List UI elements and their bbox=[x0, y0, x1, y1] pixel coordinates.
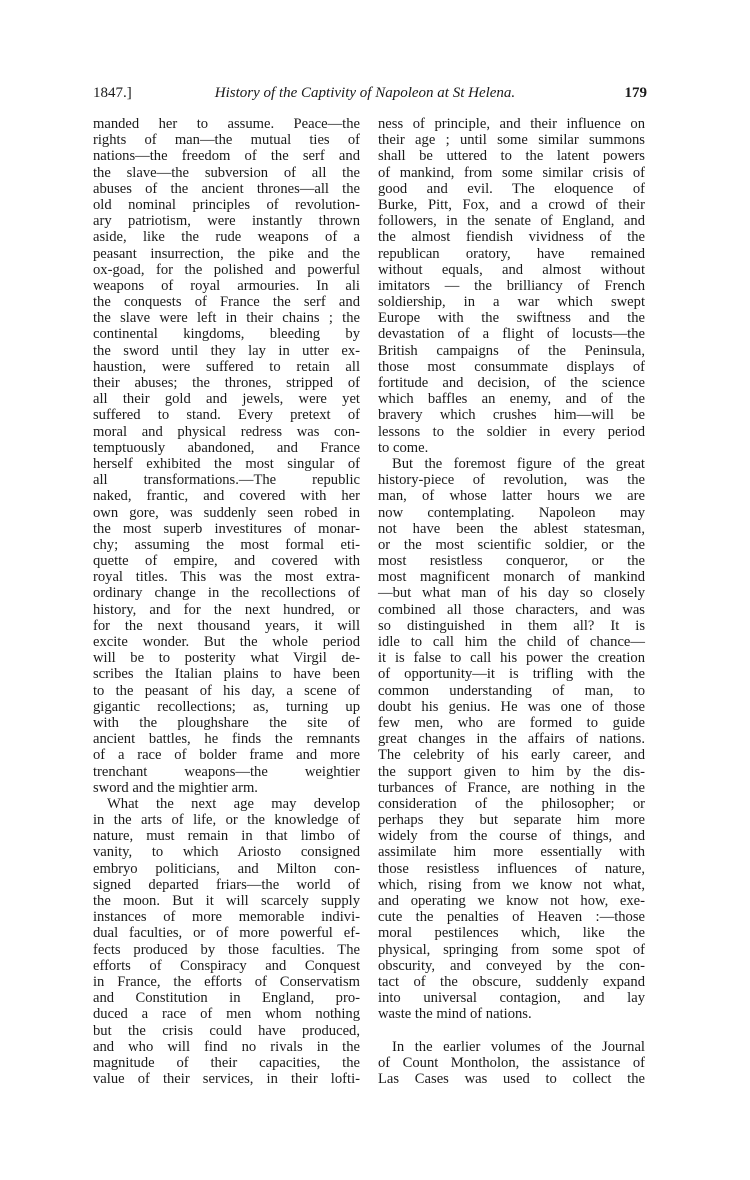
text-line: of a race of bolder frame and more bbox=[93, 747, 360, 764]
text-line: history, and for the next hundred, or bbox=[93, 601, 360, 618]
text-line: of opportunity—it is trifling with the bbox=[378, 666, 645, 683]
text-line: for the next thousand years, it will bbox=[93, 617, 360, 634]
text-line: magnitude of their capacities, the bbox=[93, 1054, 360, 1071]
text-line: few men, who are formed to guide bbox=[378, 714, 645, 731]
text-line: weapons of royal armouries. In ali bbox=[93, 277, 360, 294]
text-line: history-piece of revolution, was the bbox=[378, 472, 645, 489]
text-line: it is false to call his power the creation bbox=[378, 650, 645, 667]
text-line: and operating we know not how, exe- bbox=[378, 893, 645, 909]
text-line: efforts of Conspiracy and Conquest bbox=[93, 957, 360, 974]
text-line: nations—the freedom of the serf and bbox=[93, 148, 360, 165]
text-line: which baffles an enemy, and of the bbox=[378, 391, 645, 408]
text-line: scribes the Italian plains to have been bbox=[93, 666, 360, 683]
text-line: to the peasant of his day, a scene of bbox=[93, 682, 360, 699]
text-line: sword and the mightier arm. bbox=[93, 779, 258, 796]
text-line: good and evil. The eloquence of bbox=[378, 180, 645, 197]
text-line: now contemplating. Napoleon may bbox=[378, 504, 645, 521]
text-line: peasant insurrection, the pike and the bbox=[93, 245, 360, 262]
text-line: perhaps they but separate him more bbox=[378, 812, 645, 829]
text-line: continental kingdoms, bleeding by bbox=[93, 326, 360, 343]
text-line: followers, in the senate of England, and bbox=[378, 213, 645, 230]
text-line: haustion, were suffered to retain all bbox=[93, 358, 360, 375]
text-line: Burke, Pitt, Fox, and a crowd of their bbox=[378, 196, 645, 213]
right-column bbox=[378, 116, 645, 1087]
text-line: suffered to stand. Every pretext of bbox=[93, 407, 360, 424]
text-line: trenchant weapons—the weightier bbox=[93, 763, 360, 780]
text-line: obscurity, and conveyed by the con- bbox=[378, 957, 645, 974]
text-line: quette of empire, and covered with bbox=[93, 553, 360, 570]
text-line: and who will find no rivals in the bbox=[93, 1038, 360, 1055]
text-line: idle to call him the child of chance— bbox=[378, 634, 645, 650]
text-line: common understanding of man, to bbox=[378, 682, 645, 699]
text-line: combined all those characters, and was bbox=[378, 601, 645, 618]
text-line: cute the penalties of Heaven :—those bbox=[378, 909, 645, 926]
text-line: old nominal principles of revolution- bbox=[93, 196, 360, 213]
text-line: but the crisis could have produced, bbox=[93, 1022, 360, 1039]
text-line: turbances of France, are nothing in the bbox=[378, 779, 645, 796]
text-line: moral and physical redress was con- bbox=[93, 423, 360, 440]
text-line: of Count Montholon, the assistance of bbox=[378, 1054, 645, 1071]
text-line: great changes in the affairs of nations. bbox=[378, 731, 645, 748]
text-line: physical, springing from some spot of bbox=[378, 941, 645, 958]
text-line: and Constitution in England, pro- bbox=[93, 990, 360, 1007]
text-line: rights of man—the mutual ties of bbox=[93, 132, 360, 149]
text-line: herself exhibited the most singular of bbox=[93, 455, 360, 472]
text-line: royal titles. This was the most extra- bbox=[93, 569, 360, 586]
text-line: not have been the ablest statesman, bbox=[378, 520, 645, 537]
text-line: ary patriotism, were instantly thrown bbox=[93, 213, 360, 230]
text-line: those most consummate displays of bbox=[378, 358, 645, 375]
text-line: imitators — the brilliancy of French bbox=[378, 277, 645, 294]
text-line: signed departed friars—the world of bbox=[93, 876, 360, 893]
text-line: duced a race of men whom nothing bbox=[93, 1006, 360, 1023]
text-line: all transformations.—The republic bbox=[93, 472, 360, 489]
text-line: to come. bbox=[378, 439, 429, 456]
text-line: naked, frantic, and covered with her bbox=[93, 488, 360, 505]
text-line: their age ; until some similar summons bbox=[378, 132, 645, 149]
text-line: the sword until they lay in utter ex- bbox=[93, 342, 360, 359]
text-line: manded her to assume. Peace—the bbox=[93, 116, 360, 132]
text-line: shall be uttered to the latent powers bbox=[378, 148, 645, 165]
text-line: temptuously abandoned, and France bbox=[93, 439, 360, 456]
text-line: instances of more memorable indivi- bbox=[93, 909, 360, 926]
text-line: —but what man of his day so closely bbox=[378, 585, 645, 602]
text-line: own gore, was suddenly seen robed in bbox=[93, 504, 360, 521]
text-line: in the arts of life, or the knowledge of bbox=[93, 812, 360, 829]
text-line: In the earlier volumes of the Journal bbox=[392, 1038, 645, 1055]
text-line: man, of whose latter hours we are bbox=[378, 488, 645, 505]
text-line: their abuses; the thrones, stripped of bbox=[93, 375, 360, 391]
text-line: vanity, to which Ariosto consigned bbox=[93, 844, 360, 861]
text-line: of mankind, from some similar crisis of bbox=[378, 164, 645, 181]
text-line: which, rising from we know not what, bbox=[378, 876, 645, 893]
text-line: republican oratory, have remained bbox=[378, 245, 645, 262]
text-line: most magnificent monarch of mankind bbox=[378, 569, 645, 586]
running-title: History of the Captivity of Napoleon at St Helena. bbox=[214, 85, 516, 101]
page-number: 179 bbox=[624, 85, 647, 101]
text-line: Europe with the swiftness and the bbox=[378, 310, 645, 327]
text-line: doubt his genius. He was one of those bbox=[378, 698, 645, 715]
text-line: dual faculties, or of more powerful ef- bbox=[93, 925, 360, 942]
text-line: widely from the course of things, and bbox=[378, 828, 645, 845]
text-line: moral pestilences which, like the bbox=[378, 925, 645, 942]
text-line: tact of the obscure, suddenly expand bbox=[378, 973, 645, 990]
text-line: into universal contagion, and lay bbox=[378, 990, 645, 1007]
text-line: What the next age may develop bbox=[107, 795, 360, 812]
text-line: the slave were left in their chains ; the bbox=[93, 310, 360, 327]
text-line: consideration of the philosopher; or bbox=[378, 795, 645, 812]
text-line: will be to posterity what Virgil de- bbox=[93, 650, 360, 667]
text-line: so distinguished in them all? It is bbox=[378, 617, 645, 634]
text-line: British campaigns of the Peninsula, bbox=[378, 342, 645, 359]
text-line: fects produced by those faculties. The bbox=[93, 941, 360, 958]
header-year: 1847.] bbox=[93, 85, 132, 101]
text-line: devastation of a flight of locusts—the bbox=[378, 326, 645, 343]
text-line: the conquests of France the serf and bbox=[93, 294, 360, 311]
text-line: The celebrity of his early career, and bbox=[378, 747, 645, 764]
text-line: embryo politicians, and Milton con- bbox=[93, 860, 360, 877]
text-line: ox-goad, for the polished and powerful bbox=[93, 261, 360, 278]
text-line: the slave—the subversion of all the bbox=[93, 164, 360, 181]
text-line: without equals, and almost without bbox=[378, 261, 645, 278]
text-line: excite wonder. But the whole period bbox=[93, 634, 360, 650]
text-line: lessons to the soldier in every period bbox=[378, 423, 645, 440]
text-line: value of their services, in their lofti- bbox=[93, 1071, 360, 1088]
text-line: the support given to him by the dis- bbox=[378, 763, 645, 780]
text-line: abuses of the ancient thrones—all the bbox=[93, 180, 360, 197]
text-line: But the foremost figure of the great bbox=[392, 455, 645, 472]
paragraph-gap bbox=[378, 1023, 645, 1039]
text-line: chy; assuming the most formal eti- bbox=[93, 536, 360, 553]
text-line: waste the mind of nations. bbox=[378, 1006, 532, 1023]
text-line: aside, like the rude weapons of a bbox=[93, 229, 360, 246]
text-line: most resistless conqueror, or the bbox=[378, 553, 645, 570]
left-column bbox=[93, 116, 360, 1087]
text-line: ness of principle, and their influence on bbox=[378, 116, 645, 132]
text-line: ordinary change in the recollections of bbox=[93, 585, 360, 602]
text-line: in France, the efforts of Conservatism bbox=[93, 973, 360, 990]
text-line: those resistless influences of nature, bbox=[378, 860, 645, 877]
text-line: soldiership, in a war which swept bbox=[378, 294, 645, 311]
text-line: the almost fiendish vividness of the bbox=[378, 229, 645, 246]
text-line: assimilate him more essentially with bbox=[378, 844, 645, 861]
text-line: fortitude and decision, of the science bbox=[378, 375, 645, 391]
text-line: nature, must remain in that limbo of bbox=[93, 828, 360, 845]
text-line: the moon. But it will scarcely supply bbox=[93, 893, 360, 909]
text-line: gigantic recollections; as, turning up bbox=[93, 698, 360, 715]
text-line: ancient battles, he finds the remnants bbox=[93, 731, 360, 748]
text-line: bravery which crushes him—will be bbox=[378, 407, 645, 424]
text-line: Las Cases was used to collect the bbox=[378, 1071, 645, 1088]
text-line: all their gold and jewels, were yet bbox=[93, 391, 360, 408]
text-line: with the ploughshare the site of bbox=[93, 714, 360, 731]
text-line: or the most scientific soldier, or the bbox=[378, 536, 645, 553]
text-line: the most superb investitures of monar- bbox=[93, 520, 360, 537]
